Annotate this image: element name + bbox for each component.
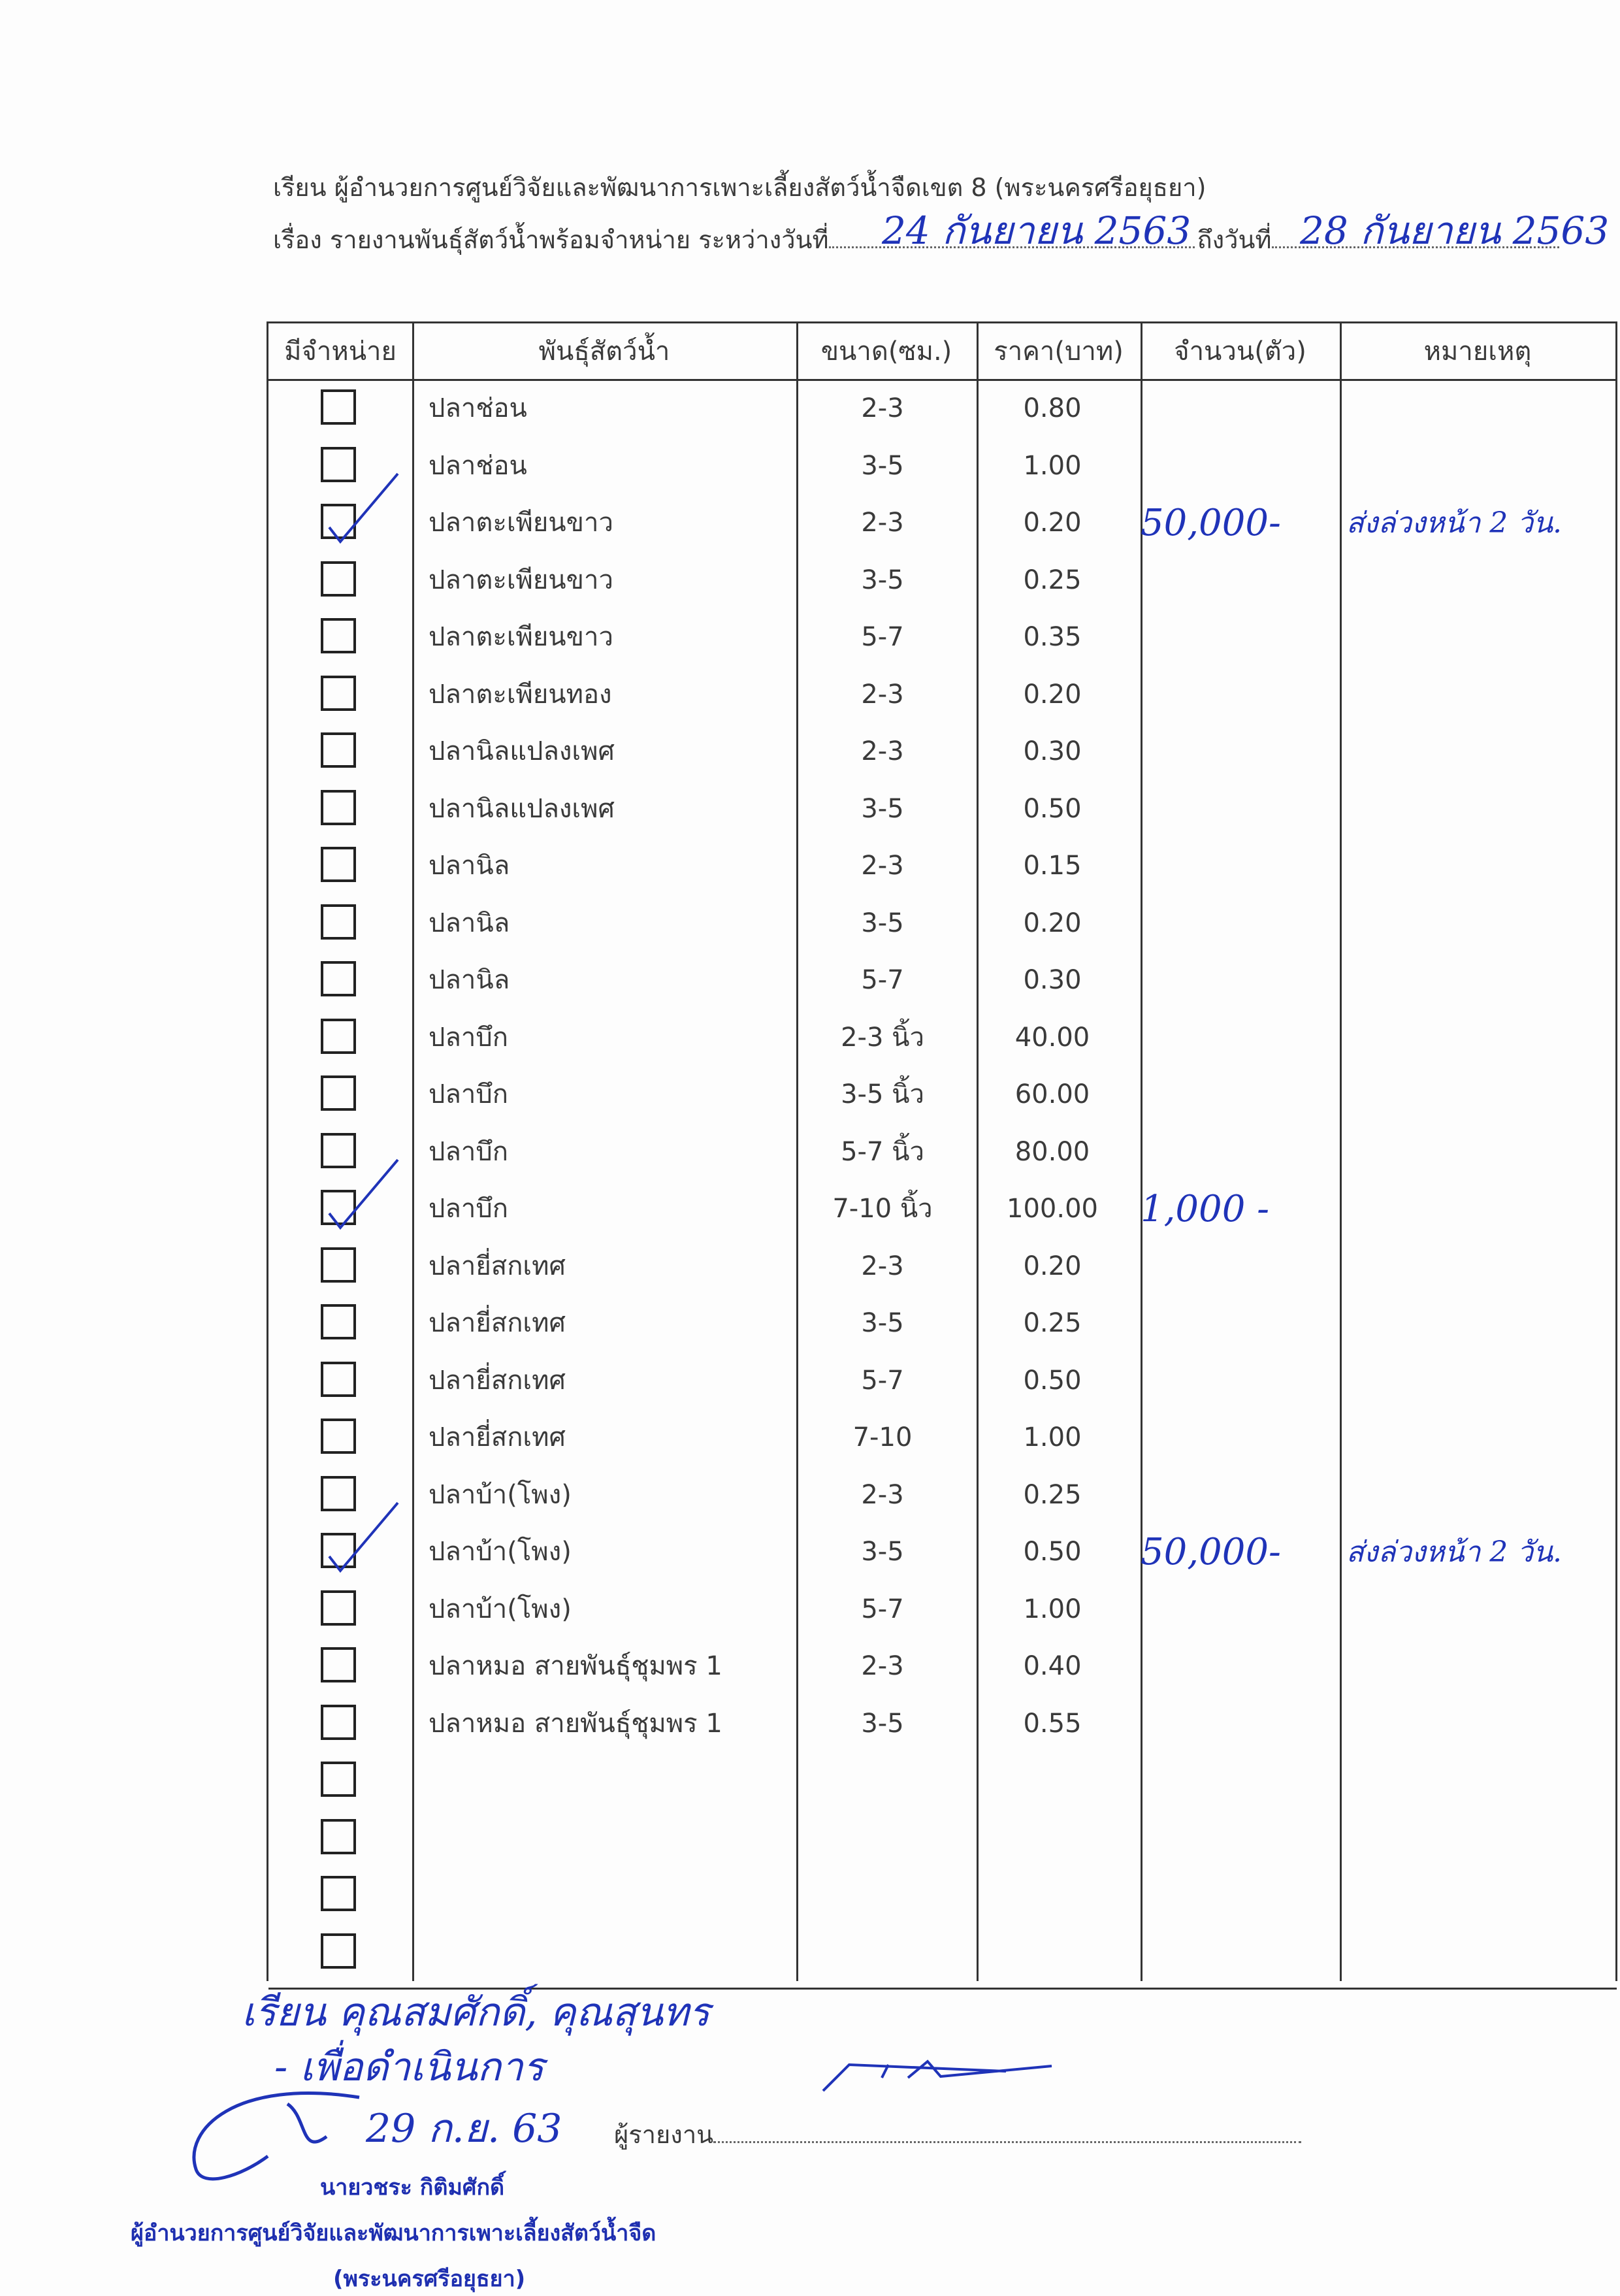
species-name: ปลาช่อน (429, 450, 527, 481)
size-value: 2-3 (861, 1251, 904, 1281)
availability-checkbox[interactable] (321, 1247, 356, 1283)
fish-availability-table (267, 321, 1617, 1981)
to-date-label: ถึงวันที่ (1197, 225, 1272, 254)
price-value: 0.35 (1023, 622, 1082, 652)
handwritten-date-to: 28 กันยายน 2563 (1300, 208, 1610, 253)
handwritten-quantity: 50,000- (1141, 1531, 1281, 1573)
header-available: มีจำหน่าย (284, 336, 397, 367)
signer-location: (พระนครศรีอยุธยา) (333, 2266, 526, 2292)
checkmark-icon (319, 1498, 404, 1576)
empty-table-row (268, 1810, 1617, 1867)
availability-checkbox[interactable] (321, 1590, 356, 1626)
handwritten-quantity: 1,000 - (1141, 1188, 1270, 1230)
size-value: 2-3 (861, 736, 904, 766)
species-name: ปลาหมอ สายพันธุ์ชุมพร 1 (429, 1651, 722, 1681)
size-value: 2-3 (861, 508, 904, 538)
species-name: ปลายี่สกเทศ (429, 1422, 566, 1452)
price-value: 40.00 (1014, 1022, 1090, 1053)
price-value: 0.20 (1023, 1251, 1082, 1281)
availability-checkbox[interactable] (321, 676, 356, 711)
price-value: 0.50 (1023, 1537, 1082, 1567)
availability-checkbox[interactable] (321, 1304, 356, 1339)
signature-reporter (810, 2025, 1071, 2104)
price-value: 60.00 (1014, 1079, 1090, 1109)
species-name: ปลาช่อน (429, 393, 527, 423)
species-name: ปลาบ้า(โพง) (429, 1537, 572, 1567)
table-row (268, 952, 1617, 1009)
size-value: 2-3 (861, 679, 904, 710)
table-row (268, 495, 1617, 552)
table-row (268, 781, 1617, 838)
size-value: 7-10 นิ้ว (832, 1194, 933, 1224)
empty-table-row (268, 1752, 1617, 1810)
table-row (268, 1524, 1617, 1581)
table-row (268, 895, 1617, 953)
availability-checkbox[interactable] (321, 389, 356, 425)
price-value: 0.20 (1023, 908, 1082, 938)
availability-checkbox[interactable] (321, 1705, 356, 1740)
species-name: ปลานิลแปลงเพศ (429, 736, 615, 766)
size-value: 7-10 (852, 1422, 913, 1452)
table-row (268, 666, 1617, 724)
table-row (268, 1696, 1617, 1753)
empty-table-row (268, 1867, 1617, 1924)
species-name: ปลาบ้า(โพง) (429, 1479, 572, 1510)
species-name: ปลาบ้า(โพง) (429, 1594, 572, 1624)
availability-checkbox[interactable] (321, 1876, 356, 1911)
availability-checkbox[interactable] (321, 618, 356, 653)
availability-checkbox[interactable] (321, 1362, 356, 1397)
price-value: 0.40 (1023, 1651, 1082, 1681)
price-value: 100.00 (1007, 1194, 1098, 1224)
size-value: 5-7 (861, 1594, 904, 1624)
table-row (268, 838, 1617, 895)
price-value: 0.25 (1023, 1479, 1082, 1510)
table-row (268, 1581, 1617, 1639)
availability-checkbox[interactable] (321, 1419, 356, 1454)
signer-title: ผู้อำนวยการศูนย์วิจัยและพัฒนาการเพาะเลี้ยงสัตว์น้ำจืด (131, 2220, 656, 2246)
size-value: 2-3 (861, 1479, 904, 1510)
species-name: ปลาบึก (429, 1079, 508, 1109)
table-row (268, 1638, 1617, 1696)
signer-name: นายวชระ กิติมศักดิ์ (320, 2174, 505, 2201)
size-value: 3-5 (861, 1308, 904, 1338)
table-row (268, 1353, 1617, 1410)
checkmark-icon (319, 468, 404, 547)
price-value: 0.55 (1023, 1708, 1082, 1739)
size-value: 5-7 (861, 1365, 904, 1396)
empty-table-row (268, 1924, 1617, 1982)
size-value: 3-5 (861, 1708, 904, 1739)
header-species: พันธุ์สัตว์น้ำ (538, 336, 670, 367)
handwritten-date-from: 24 กันยายน 2563 (882, 208, 1191, 253)
price-value: 0.30 (1023, 736, 1082, 766)
handwritten-remark: ส่งล่วงหน้า 2 วัน. (1346, 506, 1563, 540)
table-row (268, 1124, 1617, 1181)
species-name: ปลาบึก (429, 1022, 508, 1053)
size-value: 5-7 (861, 965, 904, 995)
table-row (268, 1181, 1617, 1238)
table-row (268, 380, 1617, 438)
availability-checkbox[interactable] (321, 1075, 356, 1111)
price-value: 0.50 (1023, 793, 1082, 824)
size-value: 3-5 (861, 450, 904, 481)
species-name: ปลานิลแปลงเพศ (429, 793, 615, 824)
size-value: 2-3 นิ้ว (841, 1022, 924, 1053)
table-row (268, 1409, 1617, 1467)
price-value: 1.00 (1023, 1594, 1082, 1624)
size-value: 3-5 (861, 793, 904, 824)
availability-checkbox[interactable] (321, 790, 356, 825)
species-name: ปลานิล (429, 965, 510, 995)
price-value: 80.00 (1014, 1136, 1090, 1167)
species-name: ปลาตะเพียนขาว (429, 508, 613, 538)
handwritten-quantity: 50,000- (1141, 502, 1281, 544)
size-value: 3-5 (861, 908, 904, 938)
letter-to-line: เรียน ผู้อำนวยการศูนย์วิจัยและพัฒนาการเพาะเลี้ยงสัตว์น้ำจืดเขต 8 (พระนครศรีอยุธยา) (273, 173, 1207, 202)
price-value: 0.50 (1023, 1365, 1082, 1396)
species-name: ปลาหมอ สายพันธุ์ชุมพร 1 (429, 1708, 722, 1739)
table-row (268, 723, 1617, 781)
header-size: ขนาด(ซม.) (820, 336, 952, 367)
species-name: ปลาตะเพียนขาว (429, 622, 613, 652)
species-name: ปลายี่สกเทศ (429, 1308, 566, 1338)
species-name: ปลานิล (429, 851, 510, 881)
handwritten-instruction-1: เรียน คุณสมศักดิ์, คุณสุนทร (242, 1990, 710, 2035)
size-value: 5-7 นิ้ว (841, 1136, 924, 1167)
size-value: 5-7 (861, 622, 904, 652)
price-value: 0.15 (1023, 851, 1082, 881)
reporter-label: ผู้รายงาน (614, 2120, 714, 2149)
table-row (268, 438, 1617, 495)
size-value: 3-5 นิ้ว (841, 1079, 924, 1109)
size-value: 3-5 (861, 1537, 904, 1567)
price-value: 0.20 (1023, 508, 1082, 538)
species-name: ปลาตะเพียนทอง (429, 679, 612, 710)
availability-checkbox[interactable] (321, 1933, 356, 1969)
size-value: 2-3 (861, 851, 904, 881)
availability-checkbox[interactable] (321, 904, 356, 940)
availability-checkbox[interactable] (321, 961, 356, 996)
size-value: 2-3 (861, 1651, 904, 1681)
table-row (268, 609, 1617, 666)
species-name: ปลาบึก (429, 1194, 508, 1224)
size-value: 2-3 (861, 393, 904, 423)
price-value: 0.25 (1023, 1308, 1082, 1338)
availability-checkbox[interactable] (321, 1019, 356, 1054)
availability-checkbox[interactable] (321, 1762, 356, 1797)
availability-checkbox[interactable] (321, 847, 356, 882)
header-quantity: จำนวน(ตัว) (1174, 336, 1306, 367)
price-value: 0.80 (1023, 393, 1082, 423)
subject-prefix: เรื่อง รายงานพันธุ์สัตว์น้ำพร้อมจำหน่าย ระหว่างวันที่ (273, 225, 829, 254)
handwritten-remark: ส่งล่วงหน้า 2 วัน. (1346, 1535, 1563, 1569)
price-value: 0.30 (1023, 965, 1082, 995)
price-value: 0.20 (1023, 679, 1082, 710)
availability-checkbox[interactable] (321, 732, 356, 768)
reporter-label-line (614, 2114, 1301, 2154)
size-value: 3-5 (861, 565, 904, 595)
table-row (268, 552, 1617, 610)
checkmark-icon (319, 1155, 404, 1233)
table-row (268, 1295, 1617, 1353)
table-row (268, 1467, 1617, 1524)
species-name: ปลานิล (429, 908, 510, 938)
table-row (268, 1009, 1617, 1067)
availability-checkbox[interactable] (321, 1647, 356, 1682)
header-price: ราคา(บาท) (994, 336, 1124, 367)
table-row (268, 1238, 1617, 1296)
species-name: ปลาบึก (429, 1136, 508, 1167)
species-name: ปลายี่สกเทศ (429, 1365, 566, 1396)
species-name: ปลาตะเพียนขาว (429, 565, 613, 595)
header-remarks: หมายเหตุ (1423, 336, 1532, 367)
handwritten-instruction-2: - เพื่อดำเนินการ (274, 2044, 544, 2090)
table-row (268, 1066, 1617, 1124)
availability-checkbox[interactable] (321, 561, 356, 597)
price-value: 1.00 (1023, 450, 1082, 481)
handwritten-approval-date: 29 ก.ย. 63 (366, 2106, 562, 2152)
species-name: ปลายี่สกเทศ (429, 1251, 566, 1281)
availability-checkbox[interactable] (321, 1819, 356, 1854)
price-value: 1.00 (1023, 1422, 1082, 1452)
price-value: 0.25 (1023, 565, 1082, 595)
